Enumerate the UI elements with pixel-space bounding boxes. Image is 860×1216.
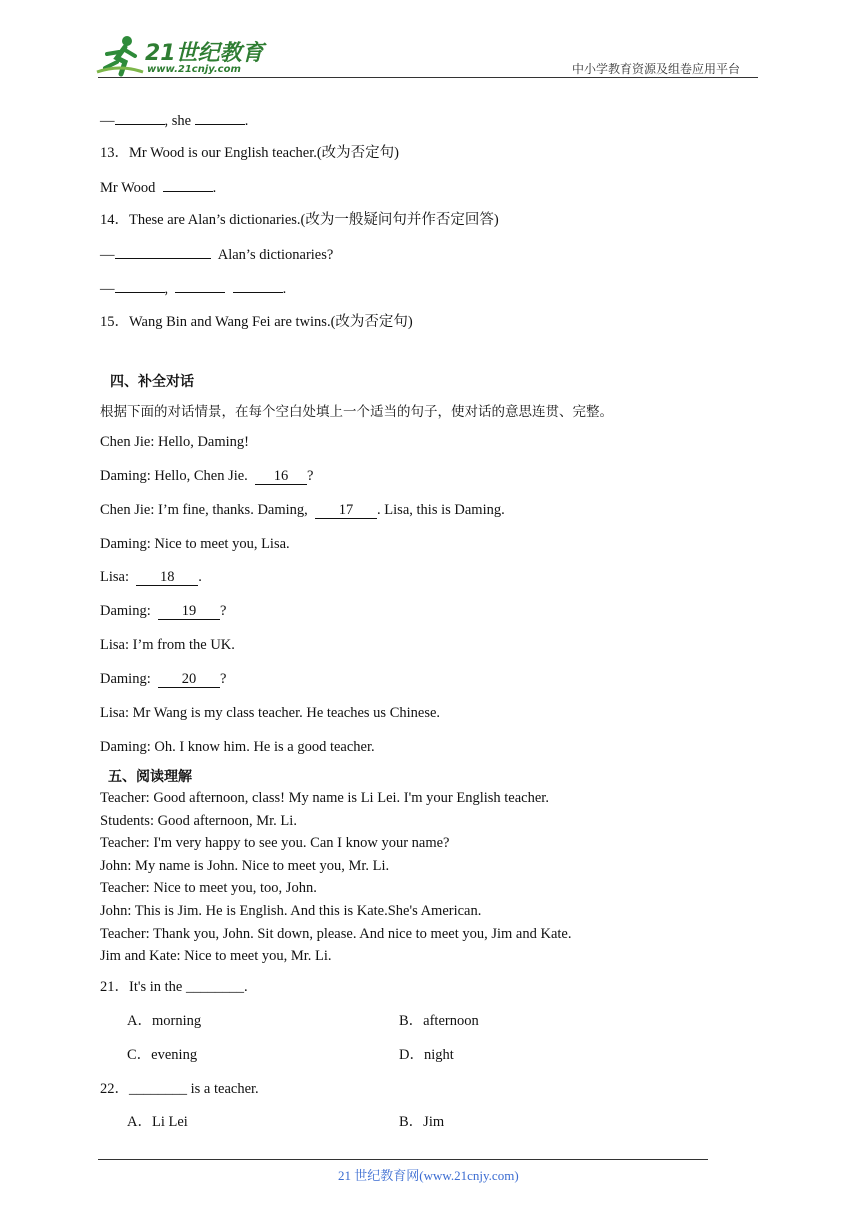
- footer-divider: [98, 1159, 708, 1160]
- answer-14-question: — Alan’s dictionaries?: [100, 242, 333, 264]
- answer-line-12: — , she .: [100, 108, 248, 130]
- question-15: 15．Wang Bin and Wang Fei are twins.(改为否定句): [100, 314, 413, 330]
- header-platform: 中小学教育资源及组卷应用平台: [572, 62, 741, 76]
- passage-line: Teacher: Thank you, John. Sit down, please. And nice to meet you, Jim and Kate.: [100, 925, 572, 942]
- dialogue-line: Lisa: Mr Wang is my class teacher. He teaches us Chinese.: [100, 705, 441, 721]
- passage-line: John: My name is John. Nice to meet you, Mr. Li.: [100, 857, 390, 874]
- footer-text[interactable]: 21 世纪教育网(www.21cnjy.com): [338, 1168, 519, 1183]
- blank-18[interactable]: 18: [136, 569, 198, 586]
- runner-logo-icon: [95, 34, 145, 78]
- logo-url: www.21cnjy.com: [147, 64, 241, 75]
- dialogue-line: Lisa: I’m from the UK.: [100, 637, 235, 653]
- dialogue-line: Daming: Hello, Chen Jie. 16 ?: [100, 468, 314, 484]
- section-title-reading: 五、阅读理解: [108, 769, 192, 785]
- logo-text: 21世纪教育: [145, 41, 264, 66]
- answer-13: Mr Wood .: [100, 175, 216, 197]
- blank-20[interactable]: 20: [158, 671, 220, 688]
- blank-16[interactable]: 16: [255, 468, 307, 485]
- question-14: 14．These are Alan’s dictionaries.(改为一般疑问句并作否定回答): [100, 212, 499, 228]
- section-instruction: 根据下面的对话情景，在每个空白处填上一个适当的句子，使对话的意思连贯、完整。: [100, 404, 613, 420]
- option-22-b[interactable]: B．Jim: [399, 1114, 445, 1130]
- option-21-c[interactable]: C．evening: [127, 1047, 198, 1063]
- answer-14-reply: — , .: [100, 276, 286, 298]
- question-13: 13．Mr Wood is our English teacher.(改为否定句): [100, 145, 399, 161]
- dialogue-line: Daming: 20 ?: [100, 671, 227, 687]
- question-21: 21．It's in the ________.: [100, 979, 248, 995]
- dialogue-line: Daming: Nice to meet you, Lisa.: [100, 536, 290, 552]
- blank-17[interactable]: 17: [315, 502, 377, 519]
- question-22: 22．________ is a teacher.: [100, 1081, 259, 1097]
- dialogue-line: Daming: 19 ?: [100, 603, 227, 619]
- section-title-dialogue: 四、补全对话: [110, 374, 194, 390]
- passage-line: Teacher: Good afternoon, class! My name is Li Lei. I'm your English teacher.: [100, 790, 549, 806]
- passage-line: Students: Good afternoon, Mr. Li.: [100, 812, 297, 829]
- passage-line: Teacher: I'm very happy to see you. Can I know your name?: [100, 835, 450, 852]
- dialogue-line: Lisa: 18 .: [100, 569, 202, 585]
- option-21-b[interactable]: B．afternoon: [399, 1013, 479, 1029]
- dialogue-line: Daming: Oh. I know him. He is a good teacher.: [100, 739, 375, 755]
- option-21-a[interactable]: A．morning: [127, 1013, 202, 1029]
- passage-line: John: This is Jim. He is English. And this is Kate.She's American.: [100, 903, 482, 919]
- header-divider: [98, 77, 758, 78]
- option-22-a[interactable]: A．Li Lei: [127, 1114, 188, 1130]
- dialogue-line: Chen Jie: Hello, Daming!: [100, 434, 250, 450]
- passage-line: Jim and Kate: Nice to meet you, Mr. Li.: [100, 948, 332, 965]
- option-21-d[interactable]: D．night: [399, 1047, 454, 1063]
- blank-19[interactable]: 19: [158, 603, 220, 620]
- header-logo: [95, 34, 265, 78]
- dialogue-line: Chen Jie: I’m fine, thanks. Daming, 17 . Lisa, this is Daming.: [100, 502, 505, 518]
- passage-line: Teacher: Nice to meet you, too, John.: [100, 880, 317, 897]
